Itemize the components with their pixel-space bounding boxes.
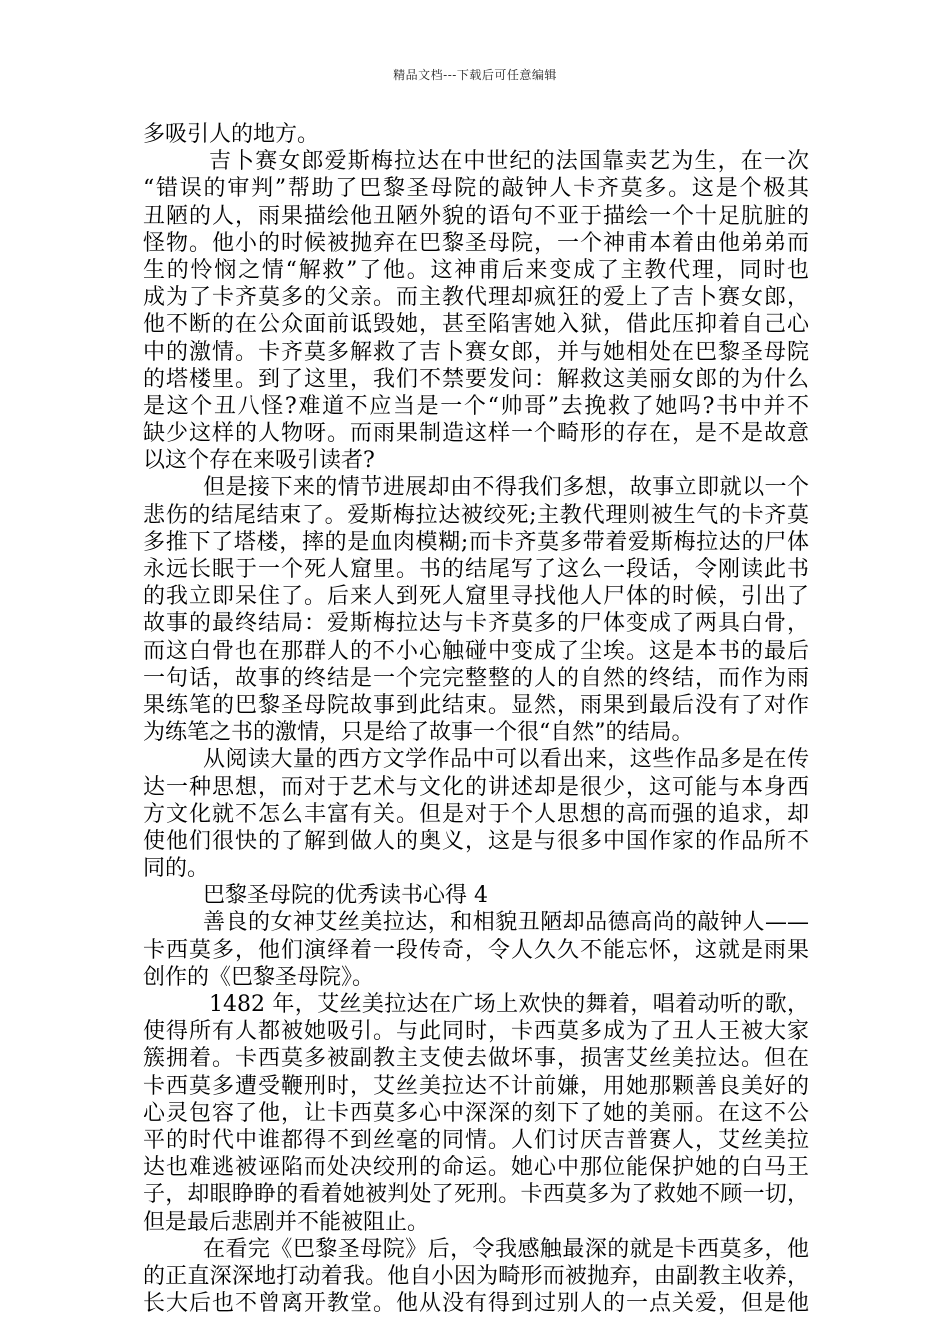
text-line: 1482 年，艾丝美拉达在广场上欢快的舞着，唱着动听的歌， [209,992,809,1017]
text-line: 永远长眠于一个死人窟里。书的结尾写了这么一段话，令刚读此书 [143,557,809,582]
text-line: 卡西莫多，他们演绎着一段传奇，令人久久不能忘怀，这就是雨果 [143,937,809,963]
text-line: 达一种思想，而对于艺术与文化的讲述却是很少，这可能与本身西 [143,774,809,800]
text-line: 为练笔之书的激情，只是给了故事一个很“自然”的结局。 [143,720,694,746]
text-line: 从阅读大量的西方文学作品中可以看出来，这些作品多是在传 [203,747,809,773]
text-line: 使他们很快的了解到做人的奥义，这是与很多中国作家的作品所不 [143,828,809,854]
text-line: 心灵包容了他，让卡西莫多心中深深的刻下了她的美丽。在这不公 [143,1100,809,1126]
text-line: 故事的最终结局：爱斯梅拉达与卡齐莫多的尸体变成了两具白骨， [143,611,809,637]
text-line: 使得所有人都被她吸引。与此同时，卡西莫多成为了丑人王被大家 [143,1019,809,1045]
document-body [143,121,809,1317]
text-line: 生的怜悯之情“解救”了他。这神甫后来变成了主教代理，同时也 [143,257,809,283]
text-line: 悲伤的结尾结束了。爱斯梅拉达被绞死;主教代理则被生气的卡齐莫 [143,502,809,528]
text-line: 是这个丑八怪?难道不应当是一个“帅哥”去挽救了她吗?书中并不 [143,393,809,419]
text-line: 的我立即呆住了。后来人到死人窟里寻找他人尸体的时候，引出了 [143,584,809,610]
text-line: 丑陋的人，雨果描绘他丑陋外貌的语句不亚于描绘一个十足肮脏的 [143,203,809,229]
text-line: 一句话，故事的终结是一个完完整整的人的自然的终结，而作为雨 [143,665,809,691]
text-line: 达也难逃被诬陷而处决绞刑的命运。她心中那位能保护她的白马王 [143,1155,809,1181]
text-line: “错误的审判”帮助了巴黎圣母院的敲钟人卡齐莫多。这是个极其 [143,176,809,202]
text-line: 卡西莫多遭受鞭刑时，艾丝美拉达不计前嫌，用她那颗善良美好的 [143,1073,809,1099]
text-line: 而这白骨也在那群人的不小心触碰中变成了尘埃。这是本书的最后 [143,638,809,664]
text-line: 平的时代中谁都得不到丝毫的同情。人们讨厌吉普赛人，艾丝美拉 [143,1127,809,1153]
text-line: 方文化就不怎么丰富有关。但是对于个人思想的高而强的追求，却 [143,801,809,827]
text-line: 的正直深深地打动着我。他自小因为畸形而被抛弃，由副教主收养， [143,1263,809,1289]
text-line: 他不断的在公众面前诋毁她，甚至陷害她入狱，借此压抑着自己心 [143,312,809,338]
text-line: 子，却眼睁睁的看着她被判处了死刑。卡西莫多为了救她不顾一切， [143,1182,809,1208]
text-line: 长大后也不曾离开教堂。他从没有得到过别人的一点关爱，但是他 [143,1291,809,1317]
text-line: 善良的女神艾丝美拉达，和相貌丑陋却品德高尚的敲钟人—— [203,910,809,936]
text-line: 缺少这样的人物呀。而雨果制造这样一个畸形的存在，是不是故意 [143,421,809,447]
text-line: 中的激情。卡齐莫多解救了吉卜赛女郎，并与她相处在巴黎圣母院 [143,339,809,365]
text-line: 的塔楼里。到了这里，我们不禁要发问：解救这美丽女郎的为什么 [143,366,809,392]
text-line: 但是最后悲剧并不能被阻止。 [143,1209,430,1235]
text-line: 果练笔的巴黎圣母院故事到此结束。显然，雨果到最后没有了对作 [143,692,809,718]
text-line: 在看完《巴黎圣母院》后，令我感触最深的就是卡西莫多，他 [203,1236,809,1262]
text-line: 但是接下来的情节进展却由不得我们多想，故事立即就以一个 [203,475,809,501]
text-line: 多推下了塔楼，摔的是血肉模糊;而卡齐莫多带着爱斯梅拉达的尸体 [143,529,809,555]
text-line: 成为了卡齐莫多的父亲。而主教代理却疯狂的爱上了吉卜赛女郎， [143,285,809,311]
page-header: 精品文档---下载后可任意编辑 [393,68,557,82]
text-line: 簇拥着。卡西莫多被副教主支使去做坏事，损害艾丝美拉达。但在 [143,1046,809,1072]
text-line: 以这个存在来吸引读者? [143,448,375,474]
text-line: 巴黎圣母院的优秀读书心得 4 [203,883,488,909]
text-line: 怪物。他小的时候被抛弃在巴黎圣母院，一个神甫本着由他弟弟而 [143,230,809,256]
text-line: 吉卜赛女郎爱斯梅拉达在中世纪的法国靠卖艺为生，在一次 [209,149,809,175]
text-line: 多吸引人的地方。 [143,122,320,147]
text-line: 同的。 [143,856,210,882]
text-line: 创作的《巴黎圣母院》。 [143,964,375,990]
